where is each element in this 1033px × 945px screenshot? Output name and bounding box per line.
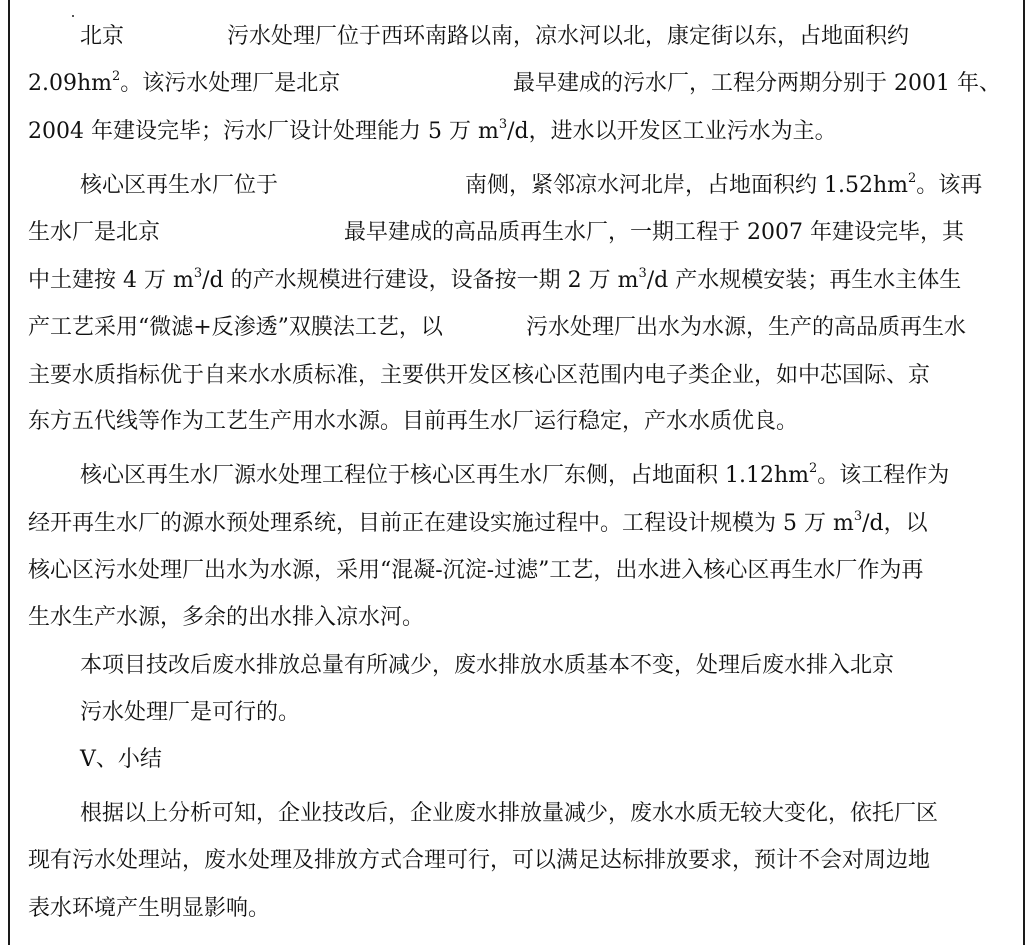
text-segment: 根据以上分析可知，企业技改后，企业废水排放量减少，废水水质无较大变化，依托厂区 [80,801,939,826]
text-segment: 主要水质指标优于自来水水质标准，主要供开发区核心区范围内电子类企业，如中芯国际、京 [28,363,931,388]
text-segment: 经开再生水厂的源水预处理系统，目前正在建设实施过程中。工程设计规模为 5 万 $m^3/d$，以 [28,508,928,536]
text-segment: 污水处理厂位于西环南路以南，凉水河以北，康定街以东，占地面积约 [227,24,910,49]
text-segment: 生水生产水源，多余的出水排入凉水河。 [28,605,425,630]
text-segment: $2.09hm^2$。该污水处理厂是北京 [28,68,341,96]
text-segment: 核心区污水处理厂出水为水源，采用“混凝-沉淀-过滤”工艺，出水进入核心区再生水厂作为再 [28,558,924,583]
text-segment: 表水环境产生明显影响。 [28,896,271,921]
text-segment: 生水厂是北京 [28,220,161,245]
text-segment: 核心区再生水厂源水处理工程位于核心区再生水厂东侧，占地面积 $1.12hm^2$。该工程作为 [80,460,950,488]
text-segment: 本项目技改后废水排放总量有所减少，废水排放水质基本不变，处理后废水排入北京 [80,653,895,678]
text-segment: 东方五代线等作为工艺生产用水水源。目前再生水厂运行稳定，产水水质优良。 [28,409,799,434]
text-segment: 产工艺采用“微滤+反渗透”双膜法工艺，以 [28,315,443,340]
text-segment: 最早建成的污水厂，工程分两期分别于 2001 年、 [513,71,1001,96]
text-segment: 污水处理厂是可行的。 [80,700,301,725]
text-segment: 核心区再生水厂位于 [80,173,279,198]
text-segment: 污水处理厂出水为水源，生产的高品质再生水 [526,315,967,340]
text-segment: 2004 年建设完毕；污水厂设计处理能力 5 万 $m^3/d$，进水以开发区工业污水为主。 [28,116,837,144]
text-segment: 现有污水处理站，废水处理及排放方式合理可行，可以满足达标排放要求，预计不会对周边地 [28,848,931,873]
text-segment: V、小结 [80,747,162,772]
text-segment: 中土建按 4 万 $m^3/d$ 的产水规模进行建设，设备按一期 2 万 $m^3/d$ 产水规模安装；再生水主体生 [28,265,962,293]
text-segment: 最早建成的高品质再生水厂，一期工程于 2007 年建设完毕，其 [344,220,964,245]
text-segment: 南侧，紧邻凉水河北岸，占地面积约 $1.52hm^2$。该再 [465,170,983,198]
text-segment: 北京 [80,24,125,49]
scan-speck [72,15,74,17]
